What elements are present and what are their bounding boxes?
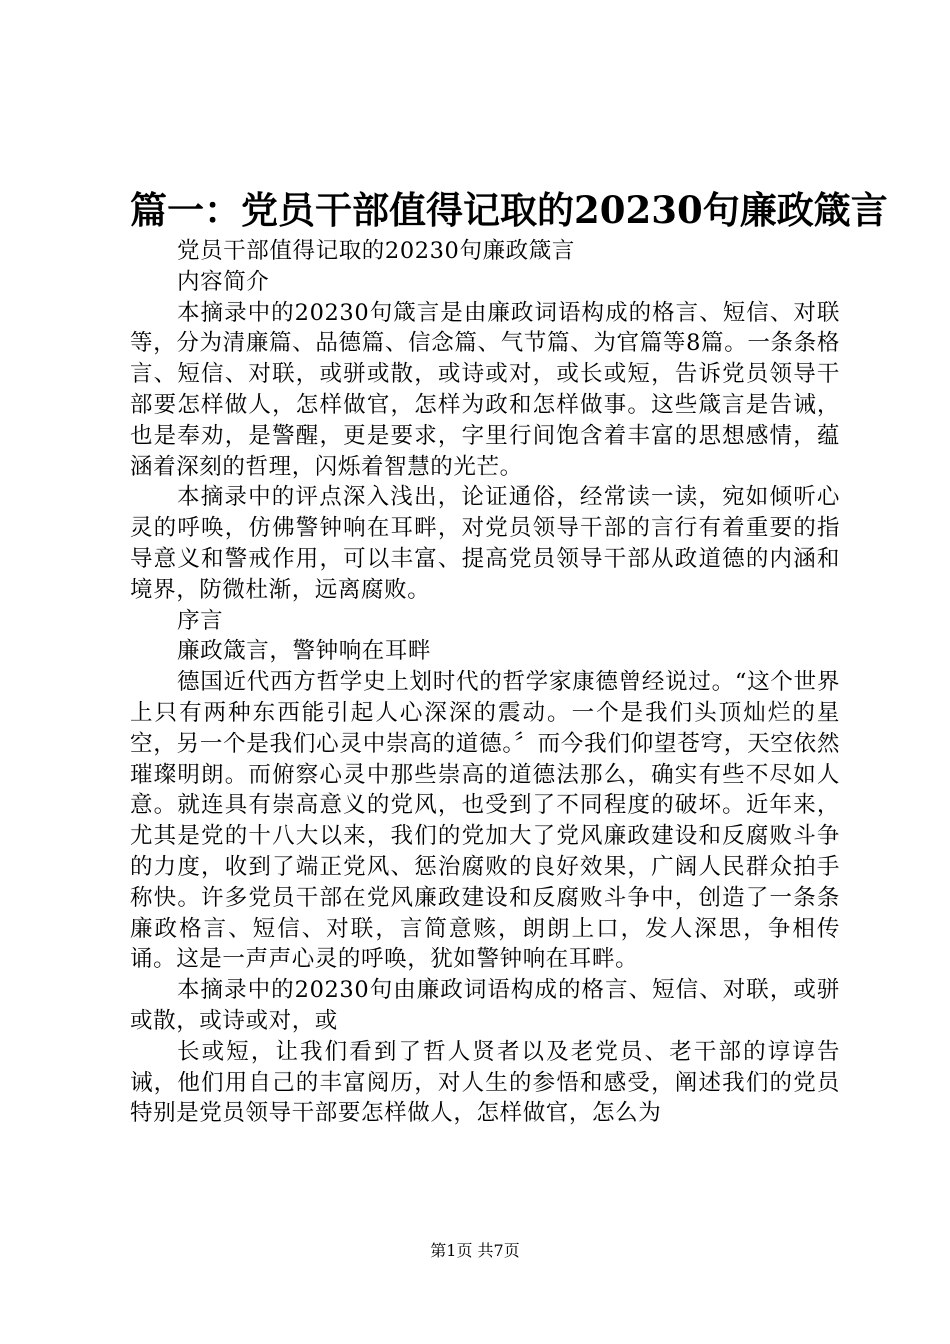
- section-heading-summary: 内容简介: [177, 268, 270, 295]
- body-paragraph: 长或短，让我们看到了哲人贤者以及老党员、老干部的谆谆告诫，他们用自己的丰富阅历，对人生的参悟和感受，阐述我们的党员特别是党员领导干部要怎样做人，怎样做官，怎么为: [130, 1038, 840, 1127]
- body-paragraph: 德国近代西方哲学史上划时代的哲学家康德曾经说过。“这个世界上只有两种东西能引起人心深深的震动。一个是我们头顶灿烂的星空，另一个是我们心灵中崇高的道德。〞而今我们仰望苍穹，天空依然璀璨明朗。而俯察心灵中那些崇高的道德法那么，确实有些不尽如人意。就连具有崇高意义的党风，也受到了不同程度的破坏。近年来，尤其是党的十八大以来，我们的党加大了党风廉政建设和反腐败斗争的力度，收到了端正党风、惩治腐败的良好效果，广阔人民群众拍手称快。许多党员干部在党风廉政建设和反腐败斗争中，创造了一条条廉政格言、短信、对联，言简意赅，朗朗上口，发人深思，争相传诵。这是一声声心灵的呼唤，犹如警钟响在耳畔。: [130, 669, 840, 973]
- body-paragraph: 本摘录中的20230句箴言是由廉政词语构成的格言、短信、对联等，分为清廉篇、品德篇、信念篇、气节篇、为官篇等8篇。一条条格言、短信、对联，或骈或散，或诗或对，或长或短，告诉党员领导干部要怎样做人，怎样做官，怎样为政和怎样做事。这些箴言是告诫，也是奉劝，是警醒，更是要求，字里行间饱含着丰富的思想感情，蕴涵着深刻的哲理，闪烁着智慧的光芒。: [130, 299, 840, 480]
- body-paragraph: 本摘录中的评点深入浅出，论证通俗，经常读一读，宛如倾听心灵的呼唤，仿佛警钟响在耳畔，对党员领导干部的言行有着重要的指导意义和警戒作用，可以丰富、提高党员领导干部从政道德的内涵和境界，防微杜渐，远离腐败。: [130, 484, 840, 603]
- document-body: [130, 236, 840, 1129]
- body-paragraph: 本摘录中的20230句由廉政词语构成的格言、短信、对联，或骈或散，或诗或对，或: [130, 977, 840, 1034]
- subtitle-paragraph: 党员干部值得记取的20230句廉政箴言: [177, 238, 575, 264]
- page-footer: 第1页 共7页: [430, 1241, 520, 1260]
- section-heading-preface: 序言: [177, 607, 224, 634]
- preface-subtitle: 廉政箴言，警钟响在耳畔: [177, 638, 432, 665]
- document-title: 篇一：党员干部值得记取的20230句廉政箴言: [130, 188, 888, 232]
